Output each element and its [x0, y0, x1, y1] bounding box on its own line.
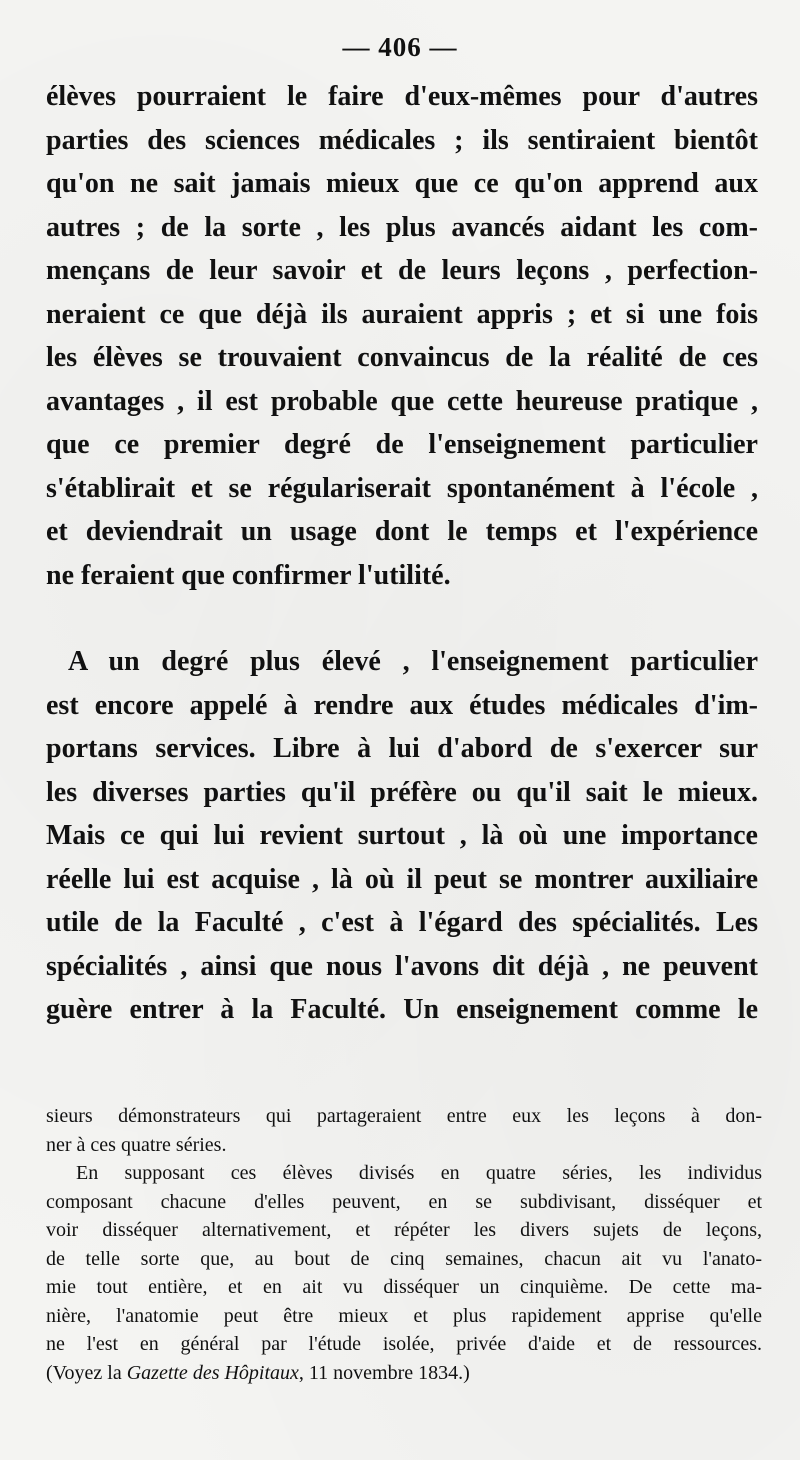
- footnote-citation: [46, 1359, 762, 1388]
- text-line: et deviendrait un usage dont le temps et l'expérience: [46, 516, 758, 547]
- text-line: les diverses parties qu'il préfère ou qu'il sait le mieux.: [46, 776, 758, 808]
- citation-prefix: (Voyez la: [46, 1361, 127, 1384]
- text-line: s'établirait et se régulariserait spontanément à l'école ,: [46, 472, 758, 504]
- footnote-line: En supposant ces élèves divisés en quatre séries, les individus: [76, 1162, 762, 1184]
- text-line: réelle lui est acquise , là où il peut se montrer auxiliaire: [46, 863, 758, 895]
- text-line: que ce premier degré de l'enseignement particulier: [46, 429, 758, 460]
- text-line: portans services. Libre à lui d'abord de s'exercer sur: [46, 733, 758, 764]
- paragraph-2: [46, 640, 758, 1032]
- text-line: élèves pourraient le faire d'eux-mêmes pour d'autres: [46, 81, 758, 112]
- footnote-line: composant chacune d'elles peuvent, en se subdivisant, disséquer et: [46, 1190, 762, 1213]
- footnote-line: mie tout entière, et en ait vu disséquer un cinquième. De cette ma-: [46, 1276, 762, 1298]
- text-line: avantages , il est probable que cette heureuse pratique ,: [46, 385, 758, 417]
- footnote-continuation: [46, 1102, 762, 1159]
- footnote-line: de telle sorte que, au bout de cinq semaines, chacun ait vu l'anato-: [46, 1247, 762, 1270]
- main-text: [46, 75, 758, 1032]
- footnote-line: nière, l'anatomie peut être mieux et plus rapidement apprise qu'elle: [46, 1304, 762, 1327]
- text-line: autres ; de la sorte , les plus avancés aidant les com-: [46, 211, 758, 243]
- footnote-line: sieurs démonstrateurs qui partageraient entre eux les leçons à don-: [46, 1105, 762, 1127]
- text-line: neraient ce que déjà ils auraient appris ; et si une fois: [46, 298, 758, 330]
- text-line: mençans de leur savoir et de leurs leçons , perfection-: [46, 255, 758, 286]
- text-line: Mais ce qui lui revient surtout , là où une importance: [46, 820, 758, 851]
- text-line: qu'on ne sait jamais mieux que ce qu'on apprend aux: [46, 168, 758, 199]
- paragraph-1: [46, 75, 758, 597]
- text-line: spécialités , ainsi que nous l'avons dit déjà , ne peuvent: [46, 950, 758, 982]
- footnotes: [46, 1102, 762, 1387]
- text-line: utile de la Faculté , c'est à l'égard des spécialités. Les: [46, 907, 758, 938]
- footnote-line: ne l'est en général par l'étude isolée, privée d'aide et de ressources.: [46, 1333, 762, 1355]
- text-line: guère entrer à la Faculté. Un enseignement comme le: [46, 994, 758, 1025]
- text-line: est encore appelé à rendre aux études médicales d'im-: [46, 689, 758, 721]
- citation-suffix: , 11 novembre 1834.): [298, 1361, 470, 1384]
- text-line: les élèves se trouvaient convaincus de la réalité de ces: [46, 342, 758, 373]
- footnote-line: voir disséquer alternativement, et répéter les divers sujets de leçons,: [46, 1219, 762, 1241]
- text-line: parties des sciences médicales ; ils sentiraient bientôt: [46, 124, 758, 156]
- citation-title: Gazette des Hôpitaux: [126, 1361, 299, 1384]
- page-number: — 406 —: [342, 32, 458, 62]
- text-line: ne feraient que confirmer l'utilité.: [46, 559, 451, 591]
- text-line: A un degré plus élevé , l'enseignement particulier: [68, 646, 758, 677]
- footnote-paragraph: [46, 1159, 762, 1387]
- footnote-line: ner à ces quatre séries.: [46, 1133, 227, 1156]
